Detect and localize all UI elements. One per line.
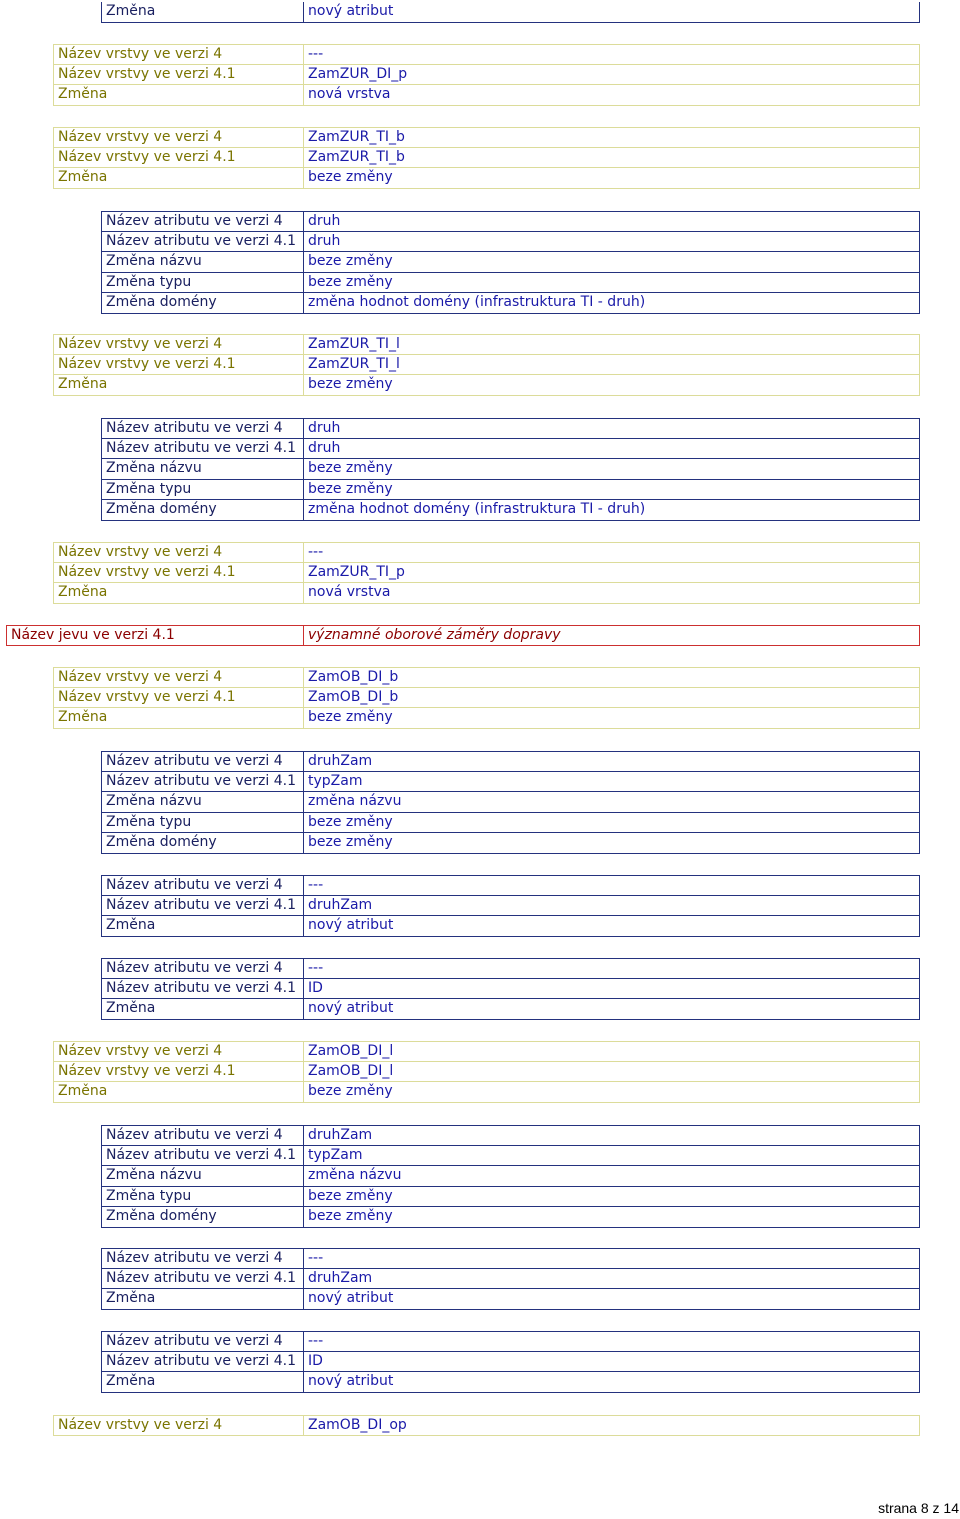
layer-table [53, 334, 920, 396]
row-label: Změna typu [101, 273, 303, 294]
row-value: změna hodnot domény (infrastruktura TI - druh) [303, 293, 920, 314]
row-label: Název vrstvy ve verzi 4 [53, 542, 303, 563]
table-row [101, 813, 920, 834]
row-value: ZamOB_DI_b [303, 688, 920, 709]
attribute-table [101, 751, 920, 854]
row-value: ZamZUR_TI_b [303, 148, 920, 169]
table-row [101, 958, 920, 979]
row-value: ZamOB_DI_l [303, 1062, 920, 1083]
row-value: nová vrstva [303, 583, 920, 604]
table-row [101, 252, 920, 273]
row-value: ZamOB_DI_op [303, 1415, 920, 1436]
row-value: beze změny [303, 480, 920, 501]
row-value: beze změny [303, 708, 920, 729]
row-label: Změna domény [101, 500, 303, 521]
row-value: --- [303, 875, 920, 896]
row-value: --- [303, 542, 920, 563]
row-value: beze změny [303, 1207, 920, 1228]
row-value: ZamOB_DI_b [303, 667, 920, 688]
row-value: beze změny [303, 168, 920, 189]
table-row [53, 1415, 920, 1436]
table-row [101, 1146, 920, 1167]
table-row [53, 127, 920, 148]
row-value: ID [303, 979, 920, 1000]
row-value: --- [303, 1248, 920, 1269]
attribute-table [101, 418, 920, 521]
layer-table [53, 44, 920, 106]
attribute-table [101, 2, 920, 23]
layer-table [53, 542, 920, 604]
row-value: nový atribut [303, 2, 920, 23]
table-row [101, 1125, 920, 1146]
row-value: nový atribut [303, 1372, 920, 1393]
table-row [101, 459, 920, 480]
layer-table [53, 127, 920, 189]
row-label: Změna názvu [101, 792, 303, 813]
row-value: --- [303, 1331, 920, 1352]
table-row [53, 375, 920, 396]
row-value: ZamZUR_DI_p [303, 65, 920, 86]
table-row [101, 875, 920, 896]
table-row [53, 1082, 920, 1103]
row-label: Název vrstvy ve verzi 4.1 [53, 65, 303, 86]
table-row [101, 418, 920, 439]
row-value: změna názvu [303, 1166, 920, 1187]
row-label: Změna názvu [101, 252, 303, 273]
row-label: Název jevu ve verzi 4.1 [6, 625, 303, 646]
row-value: --- [303, 44, 920, 65]
row-value: nová vrstva [303, 85, 920, 106]
row-value: změna názvu [303, 792, 920, 813]
attribute-table [101, 1125, 920, 1228]
row-value: beze změny [303, 1082, 920, 1103]
row-label: Změna [101, 916, 303, 937]
row-label: Změna názvu [101, 1166, 303, 1187]
table-row [53, 583, 920, 604]
table-row [53, 334, 920, 355]
table-row [101, 1289, 920, 1310]
row-label: Změna [101, 1372, 303, 1393]
table-row [101, 1166, 920, 1187]
row-value: beze změny [303, 375, 920, 396]
row-label: Název atributu ve verzi 4 [101, 211, 303, 232]
row-label: Název atributu ve verzi 4 [101, 751, 303, 772]
row-label: Název vrstvy ve verzi 4 [53, 1041, 303, 1062]
row-label: Název vrstvy ve verzi 4 [53, 127, 303, 148]
row-value: typZam [303, 772, 920, 793]
attribute-table [101, 1331, 920, 1393]
row-label: Změna typu [101, 813, 303, 834]
row-label: Název atributu ve verzi 4 [101, 418, 303, 439]
row-value: druhZam [303, 1125, 920, 1146]
row-value: ZamZUR_TI_b [303, 127, 920, 148]
table-row [101, 1372, 920, 1393]
table-row [53, 168, 920, 189]
table-row [53, 708, 920, 729]
row-value: druh [303, 439, 920, 460]
row-value: druhZam [303, 1269, 920, 1290]
row-value: beze změny [303, 459, 920, 480]
table-row [101, 833, 920, 854]
row-value: beze změny [303, 252, 920, 273]
row-label: Název atributu ve verzi 4.1 [101, 1146, 303, 1167]
row-value: významné oborové záměry dopravy [303, 625, 920, 646]
table-row [6, 625, 920, 646]
phenomenon-table [6, 625, 920, 646]
row-label: Změna domény [101, 293, 303, 314]
row-label: Název vrstvy ve verzi 4.1 [53, 355, 303, 376]
row-value: ZamOB_DI_l [303, 1041, 920, 1062]
row-label: Název atributu ve verzi 4 [101, 958, 303, 979]
row-value: změna hodnot domény (infrastruktura TI - druh) [303, 500, 920, 521]
table-row [101, 1269, 920, 1290]
row-value: --- [303, 958, 920, 979]
row-label: Změna [101, 1289, 303, 1310]
row-label: Změna [53, 375, 303, 396]
table-row [53, 542, 920, 563]
table-row [101, 979, 920, 1000]
row-label: Název vrstvy ve verzi 4.1 [53, 563, 303, 584]
table-row [101, 1248, 920, 1269]
row-value: druh [303, 211, 920, 232]
table-row [101, 1331, 920, 1352]
row-label: Název atributu ve verzi 4.1 [101, 439, 303, 460]
row-value: druhZam [303, 751, 920, 772]
row-value: beze změny [303, 1187, 920, 1208]
row-label: Název atributu ve verzi 4.1 [101, 979, 303, 1000]
row-value: ZamZUR_TI_l [303, 355, 920, 376]
table-row [53, 148, 920, 169]
row-label: Změna [101, 999, 303, 1020]
row-value: nový atribut [303, 916, 920, 937]
row-value: nový atribut [303, 1289, 920, 1310]
row-label: Změna názvu [101, 459, 303, 480]
row-label: Změna [53, 708, 303, 729]
row-label: Změna [53, 85, 303, 106]
row-label: Změna typu [101, 480, 303, 501]
row-label: Změna [53, 1082, 303, 1103]
table-row [53, 44, 920, 65]
row-label: Název atributu ve verzi 4.1 [101, 1352, 303, 1373]
row-label: Název vrstvy ve verzi 4 [53, 667, 303, 688]
layer-table [53, 1041, 920, 1103]
row-label: Název atributu ve verzi 4 [101, 875, 303, 896]
row-label: Změna [53, 168, 303, 189]
row-label: Změna domény [101, 833, 303, 854]
table-row [53, 1062, 920, 1083]
row-label: Název atributu ve verzi 4 [101, 1331, 303, 1352]
row-label: Název atributu ve verzi 4 [101, 1248, 303, 1269]
row-label: Název atributu ve verzi 4 [101, 1125, 303, 1146]
row-label: Název vrstvy ve verzi 4 [53, 334, 303, 355]
table-row [101, 500, 920, 521]
row-value: druh [303, 418, 920, 439]
row-label: Název atributu ve verzi 4.1 [101, 772, 303, 793]
row-value: beze změny [303, 833, 920, 854]
row-value: ZamZUR_TI_p [303, 563, 920, 584]
row-label: Název atributu ve verzi 4.1 [101, 232, 303, 253]
table-row [101, 751, 920, 772]
row-label: Název vrstvy ve verzi 4.1 [53, 1062, 303, 1083]
row-label: Název atributu ve verzi 4.1 [101, 1269, 303, 1290]
table-row [101, 232, 920, 253]
row-value: ZamZUR_TI_l [303, 334, 920, 355]
table-row [101, 1187, 920, 1208]
row-value: beze změny [303, 273, 920, 294]
table-row [101, 896, 920, 917]
table-row [101, 211, 920, 232]
attribute-table [101, 875, 920, 937]
table-row [101, 1352, 920, 1373]
row-label: Název vrstvy ve verzi 4 [53, 1415, 303, 1436]
row-label: Název vrstvy ve verzi 4.1 [53, 688, 303, 709]
row-value: nový atribut [303, 999, 920, 1020]
table-row [101, 999, 920, 1020]
table-row [101, 439, 920, 460]
table-row [101, 916, 920, 937]
layer-table [53, 1415, 920, 1436]
row-label: Název atributu ve verzi 4.1 [101, 896, 303, 917]
row-value: typZam [303, 1146, 920, 1167]
table-row [53, 1041, 920, 1062]
table-row [53, 85, 920, 106]
page-number: strana 8 z 14 [878, 1500, 959, 1516]
row-label: Název vrstvy ve verzi 4 [53, 44, 303, 65]
table-row [101, 2, 920, 23]
table-row [101, 273, 920, 294]
row-label: Změna [53, 583, 303, 604]
table-row [53, 355, 920, 376]
row-label: Název vrstvy ve verzi 4.1 [53, 148, 303, 169]
row-value: druh [303, 232, 920, 253]
row-label: Změna domény [101, 1207, 303, 1228]
row-label: Změna typu [101, 1187, 303, 1208]
table-row [101, 772, 920, 793]
attribute-table [101, 1248, 920, 1310]
row-value: beze změny [303, 813, 920, 834]
table-row [101, 480, 920, 501]
table-row [53, 667, 920, 688]
table-row [53, 563, 920, 584]
table-row [53, 688, 920, 709]
row-value: druhZam [303, 896, 920, 917]
attribute-table [101, 958, 920, 1020]
layer-table [53, 667, 920, 729]
table-row [101, 1207, 920, 1228]
attribute-table [101, 211, 920, 314]
row-value: ID [303, 1352, 920, 1373]
row-label: Změna [101, 2, 303, 23]
table-row [101, 792, 920, 813]
table-row [53, 65, 920, 86]
table-row [101, 293, 920, 314]
